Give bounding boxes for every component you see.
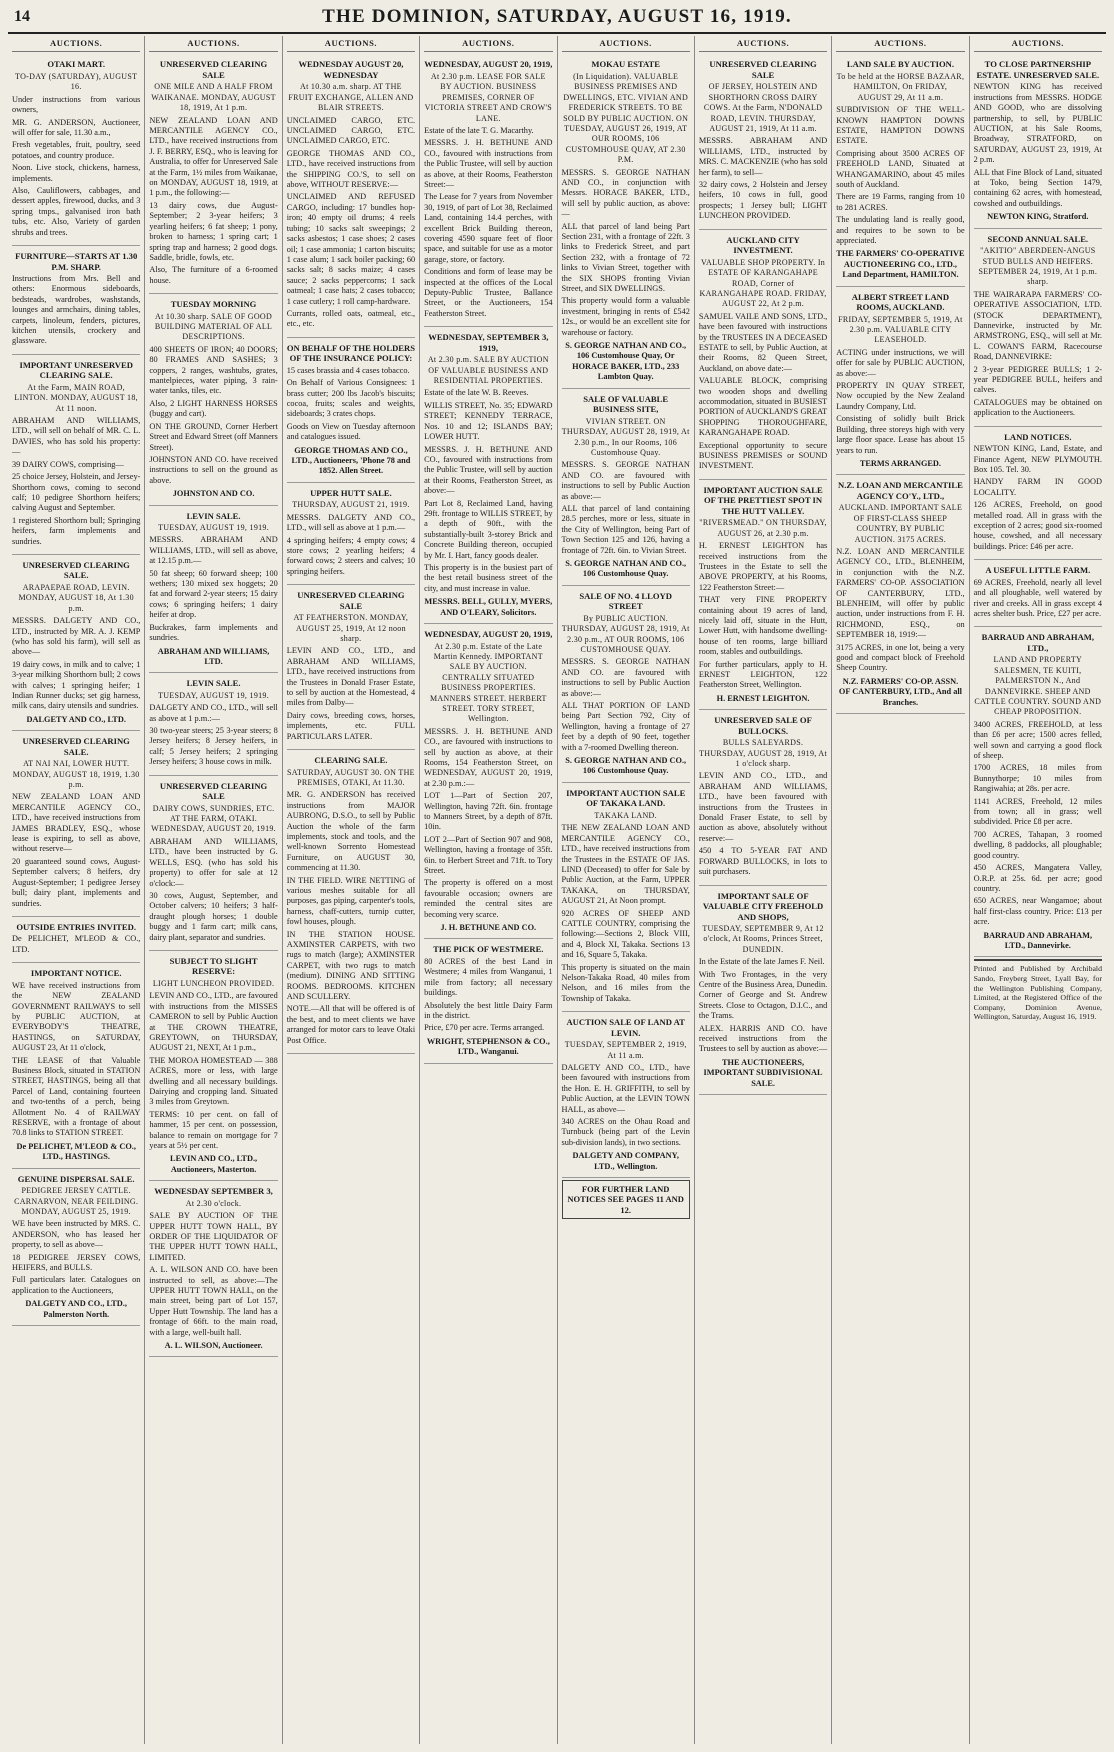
ad-paragraph: Price, £70 per acre. Terms arranged. (424, 1023, 545, 1033)
ad-paragraph: 4 springing heifers; 4 empty cows; 4 store cows; 2 yearling heifers; 4 forward cows; 2 steers and calves; 10 springing heifers. (286, 535, 416, 576)
ad-paragraph: 340 ACRES on the Ohau Road and Turnbuck (being part of the Levin sub-division lands), in two sections. (561, 1117, 690, 1147)
ad-paragraph: WE have been instructed by MRS. C. ANDERSON, who has leased her property, to sell as above— (12, 1219, 141, 1250)
ad-paragraph: For further particulars, apply to H. ERNEST LEIGHTON, 122 Featherston Street, Wellington. (698, 659, 828, 690)
ad-subtitle: At the Farm, MAIN ROAD, LINTON. MONDAY, AUGUST 18, At 11 noon. (14, 382, 138, 413)
ad-paragraph: 1141 ACRES, Freehold, 12 miles from town; all in grass; well subdivided. Price £8 per acre. (973, 796, 1102, 827)
ad-paragraph: Part Lot 8, Reclaimed Land, having 29ft. frontage to WILLIS STREET, by a depth of 90ft., with the substantially-built 3-storey Brick and Concrete Building thereon, occupied by Mr. I. Hart, fancy goods dealer. (424, 498, 553, 560)
ad-paragraph: THE NEW ZEALAND LOAN AND MERCANTILE AGENCY CO., LTD., have received instructions from the Trustees in the ESTATE OF JAS. LIND (Deceased) to offer for Sale by Public Auction, at the Farm, UPPER TAKAKA, on THURSDAY, AUGUST 21, At Noon prompt. (561, 823, 690, 906)
ad-subtitle: TUESDAY, AUGUST 19, 1919. (158, 523, 270, 533)
advertisement (287, 340, 415, 483)
ad-paragraph: The Lease for 7 years from November 30, 1919, of part of Lot 38, Reclaimed Land, containing 14.4 perches, with excellent Brick Building thereon, covering 4590 square feet of floor space, and suitable for use as a motor garage, store, or factory. (424, 192, 553, 264)
ad-subtitle: At 10.30 a.m. sharp. AT THE FRUIT EXCHANGE, ALLEN AND BLAIR STREETS. (288, 82, 414, 113)
advertisement (974, 629, 1102, 957)
column-1 (8, 36, 145, 1744)
ad-subtitle: At 2.30 p.m. LEASE FOR SALE BY AUCTION. BUSINESS PREMISES, CORNER OF VICTORIA STREET AND CROW'S LANE. (424, 71, 553, 123)
advertisement (699, 888, 827, 1096)
ad-subtitle: LIGHT LUNCHEON PROVIDED. (152, 978, 275, 988)
ad-auctioneer: MESSRS. BELL, GULLY, MYERS, AND O'LEARY, Solicitors. (424, 597, 553, 617)
ad-title: IMPORTANT UNRESERVED CLEARING SALE. (19, 359, 133, 381)
ad-paragraph: MESSRS. ABRAHAM AND WILLIAMS, LTD., instructed by MRS. C. MACKENZIE (who has sold her farm), to sell— (698, 136, 828, 177)
column-8 (970, 36, 1106, 1744)
advertisement (149, 778, 277, 951)
ad-paragraph: 13 dairy cows, due August-September; 2 3-year heifers; 3 yearling heifers; 6 fat sheep; 1 pony, broken to harness; 1 spring cart; 1 spring trap and harness; 2 good dogs. Saddle, bridle, fowls, etc. (149, 200, 278, 262)
ad-subtitle: At 2.30 p.m. SALE BY AUCTION OF VALUABLE BUSINESS AND RESIDENTIAL PROPERTIES. (427, 355, 549, 386)
ad-subtitle: At 2.30 o'clock. (185, 1198, 242, 1208)
ad-subtitle: THURSDAY, AUGUST 21, 1919. (292, 500, 410, 510)
footer-notice-box: FOR FURTHER LAND NOTICES SEE PAGES 11 AND 12. (562, 1180, 690, 1219)
advertisement (287, 587, 415, 750)
ad-subtitle: VALUABLE SHOP PROPERTY. In ESTATE OF KARANGAHAPE ROAD, Corner of KARANGAHAPE ROAD. FRIDAY, AUGUST 22, At 2 p.m. (699, 257, 827, 309)
ad-title: TUESDAY MORNING (170, 299, 257, 310)
ad-subtitle: (In Liquidation). VALUABLE BUSINESS PREMISES AND DWELLINGS, ETC. VIVIAN AND FREDERICK STREETS. TO BE SOLD BY PUBLIC AUCTION. ON TUESDAY, AUGUST 26, 1919, AT OUR ROOMS, 106 CUSTOMHOUSE QUAY, AT 2.30 P.M. (563, 71, 689, 165)
ad-subtitle: LAND AND PROPERTY SALESMEN, TE KUITI, PALMERSTON N., And DANNEVIRKE. SHEEP AND CATTLE COUNTRY. SOUND AND CHEAP PROPOSITION. (974, 655, 1102, 717)
ad-title: WEDNESDAY, SEPTEMBER 3, 1919, (428, 332, 549, 353)
ad-paragraph: 400 SHEETS OF IRON; 40 DOORS; 80 FRAMES AND SASHES; 3 coppers, 2 ranges, washtubs, grates, mantelpieces, water piping, 3 rain-water tanks, tiles, etc. (149, 344, 278, 396)
advertisement (287, 485, 415, 585)
advertisement (836, 56, 964, 286)
ad-title: LEVIN SALE. (186, 510, 241, 521)
column-6 (695, 36, 832, 1744)
ad-paragraph: LOT 1—Part of Section 207, Wellington, having 72ft. 6in. frontage to Manners Street, by a depth of 87ft. 10in. (424, 791, 553, 832)
ad-paragraph: The property is offered on a most favourable occasion; owners are reminded the central sites are becoming very scarce. (424, 878, 553, 919)
ad-paragraph: 80 ACRES of the best Land in Westmere; 4 miles from Wanganui, 1 mile from factory; all necessary buildings. (424, 956, 553, 998)
ad-paragraph: Conditions and form of lease may be inspected at the offices of the Local Deputy-Public Trustee, Ballance Street, or the Auctioneers, 154 Featherston Street. (424, 267, 553, 318)
ad-paragraph: In the Estate of the late James F. Neil. (698, 957, 825, 967)
ad-auctioneer: JOHNSTON AND CO. (172, 489, 255, 499)
ad-paragraph: DALGETY AND CO., LTD., have been favoured with instructions from the Hon. E. H. GRIFFITH, to sell by Public Auction, at the LEVIN TOWN HALL, as above— (561, 1063, 690, 1114)
ad-paragraph: Consisting of solidly built Brick Building, three storeys high with very large floor space. Lease has about 15 years to run. (836, 414, 965, 455)
ad-paragraph: MESSRS. J. H. BETHUNE AND CO., favoured with instructions from the Public Trustee, will sell by auction at their Rooms, Featherston Street, as above:— (424, 444, 553, 496)
ad-auctioneer: S. GEORGE NATHAN AND CO., 106 Customhouse Quay, Or HORACE BAKER, LTD., 233 Lambton Quay. (565, 341, 687, 382)
ad-subtitle: PEDIGREE JERSEY CATTLE. CARNARVON, NEAR FEILDING. MONDAY, AUGUST 25, 1919. (14, 1186, 139, 1216)
ad-title: UNRESERVED CLEARING SALE (709, 59, 817, 80)
ad-paragraph: MR. G. ANDERSON has received instructions from MAJOR AUBRONG, D.S.O., to sell by Public Auction the whole of the farm implements, stock and tools, and the well-known Sorrento Homestead Furniture, on AUGUST 30, commencing at 11.30. (286, 790, 416, 873)
column-heading: AUCTIONS. (12, 36, 140, 52)
ad-paragraph: 1700 ACRES, 18 miles from Bunnythorpe; 10 miles from Rangiwahia; at 28s. per acre. (973, 763, 1102, 794)
ad-paragraph: Absolutely the best little Dairy Farm in the district. (424, 1000, 553, 1020)
ad-title: OTAKI MART. (47, 59, 105, 70)
ad-paragraph: NEW ZEALAND LOAN AND MERCANTILE AGENCY CO., LTD., have received instructions from JAMES BRADLEY, ESQ., whose lease is expiring, to sell as above, without reserve— (12, 792, 141, 854)
column-7 (832, 36, 969, 1744)
ad-title: IMPORTANT NOTICE. (30, 968, 122, 979)
ad-subtitle: To be held at the HORSE BAZAAR, HAMILTON, On FRIDAY, AUGUST 29, At 11 a.m. (836, 71, 965, 102)
ad-title: TO CLOSE PARTNERSHIP ESTATE. UNRESERVED SALE. (976, 59, 1100, 80)
ad-subtitle: AT FEATHERSTON. MONDAY, AUGUST 25, 1919, At 12 noon sharp. (293, 613, 409, 643)
ad-title: A USEFUL LITTLE FARM. (985, 565, 1091, 576)
ad-paragraph: LEVIN AND CO., LTD., and ABRAHAM AND WILLIAMS, LTD., have received instructions from the Trustees in Donald Fraser Estate, to sell by auction at the Homestead, 4 miles from Dalby— (286, 646, 416, 708)
ad-subtitle: TUESDAY, SEPTEMBER 2, 1919, At 11 a.m. (564, 1040, 687, 1060)
advertisement (974, 56, 1102, 228)
ad-paragraph: Under instructions from various owners, (12, 94, 141, 115)
column-heading: AUCTIONS. (287, 36, 415, 52)
column-heading: AUCTIONS. (562, 36, 690, 52)
ad-paragraph: LEVIN AND CO., LTD., and ABRAHAM AND WILLIAMS, LTD., have been favoured with instructions from the Trustees in Donald Fraser Estate, to sell by auction as above, absolutely without reserve:— (698, 771, 828, 843)
ad-paragraph: UNCLAIMED AND REFUSED CARGO, including: 17 bundles hop-iron; 40 empty oil drums; 4 reels tubing; 10 sacks salt sweepings; 2 sacks asbestos; 1 case shoes; 2 cases oil; 1 case ammonia; 1 carton biscuits; 1 case alum; 1 sack boiler packing; 60 sacks salt; 8 sacks maize; 4 cases sauce; 2 sacks peppercorns; 1 sack oatmeal; 1 case hats; 2 cases tobacco; 1 case cutlery; 1 roll camp-hardware. (286, 192, 416, 306)
ad-paragraph: With Two Frontages, in the very Centre of the Business Area, Dunedin. Corner of George and St. Andrew Streets. Close to Octagon, D.I.C., and the Trams. (698, 969, 828, 1021)
column-heading: AUCTIONS. (974, 36, 1102, 52)
ad-title: LAND NOTICES. (1004, 431, 1072, 442)
ad-title: AUCTION SALE OF LAND AT LEVIN. (566, 1017, 685, 1038)
ad-subtitle: TUESDAY, SEPTEMBER 9, At 12 o'clock, At Rooms, Princes Street, DUNEDIN. (702, 924, 824, 954)
ad-paragraph: 19 dairy cows, in milk and to calve; 1 3-year milking Shorthorn bull; 2 cows with calves; 1 springing heifer; 1 Indian Runner ducks; set gig harness, milk cans, dairy utensils and sundries. (12, 659, 141, 711)
ad-title: WEDNESDAY, AUGUST 20, 1919, (424, 629, 553, 639)
advertisement (424, 329, 552, 624)
ad-paragraph: VALUABLE BLOCK, comprising two wooden shops and dwelling accommodation, situated in BUSIEST PORTION of AUCKLAND'S GREAT SHOPPING THOROUGHFARE, KARANGAHAPE ROAD. (698, 376, 828, 438)
advertisement (12, 557, 140, 731)
ad-auctioneer: THE AUCTIONEERS, IMPORTANT SUBDIVISIONAL SALE. (703, 1057, 823, 1088)
ad-paragraph: ALL THAT PORTION OF LAND being Part Section 792, City of Wellington, having a frontage of 27 feet by a depth of 90 feet, together with a 7-roomed Dwelling thereon. (561, 701, 690, 752)
advertisement (12, 357, 140, 555)
ad-paragraph: MESSRS. ABRAHAM AND WILLIAMS, LTD., will sell as above, at 12.15 p.m.— (149, 535, 278, 566)
ad-auctioneer: GEORGE THOMAS AND CO., LTD., Auctioneers, 'Phone 78 and 1852. Allen Street. (291, 445, 411, 476)
ad-auctioneer: TERMS ARRANGED. (859, 458, 941, 468)
advertisement (12, 248, 140, 355)
ad-auctioneer: S. GEORGE NATHAN AND CO., 106 Customhouse Quay. (565, 756, 687, 776)
ad-title: SALE OF VALUABLE BUSINESS SITE, (583, 393, 669, 415)
column-5 (558, 36, 695, 1744)
advertisement (699, 712, 827, 885)
ad-paragraph: MESSRS. J. H. BETHUNE AND CO., are favoured with instructions to sell by auction as above, at their Rooms, 154 Featherston Street, on WEDNESDAY, AUGUST 20, 1919, at 2.30 p.m.:— (424, 726, 553, 788)
ad-subtitle: ARAPAEPAE ROAD, LEVIN. MONDAY, AUGUST 18, At 1.30 p.m. (18, 582, 134, 613)
ad-paragraph: JOHNSTON AND CO. have received instructions to sell on the ground as above. (149, 454, 278, 485)
ad-paragraph: 30 two-year steers; 25 3-year steers; 8 Jersey heifers; 8 Jersey heifers, in calf; 5 Jersey heifers; 2 springing Jersey heifers; 3 house cows in milk. (149, 726, 278, 767)
ad-paragraph: 126 ACRES, Freehold, on good metalled road. All in grass with the exception of 2 acres; good six-roomed house, cowshed, and all necessary buildings. Price: £46 per acre. (973, 500, 1102, 551)
ad-paragraph: This property is in the busiest part of the best retail business street of the city, and must increase in value. (424, 562, 553, 593)
ad-paragraph: LEVIN AND CO., LTD., are favoured with instructions from the MISSES CAMERON to sell by Public Auction at THE CROWN THEATRE, GREYTOWN, on THURSDAY, AUGUST 21, NEXT, At 1 p.m., (149, 991, 278, 1053)
ad-title: OUTSIDE ENTRIES INVITED. (16, 921, 136, 932)
ad-paragraph: H. ERNEST LEIGHTON has received instructions from the Trustees in the Estate to sell the ABOVE PROPERTY, at his Rooms, 122 Featherston Street:— (698, 541, 828, 592)
advertisement (149, 675, 277, 775)
ad-paragraph: ON THE GROUND, Corner Herbert Street and Edward Street (off Manners Street). (149, 421, 278, 452)
ad-paragraph: A. L. WILSON AND CO. have been instructed to sell, as above:—The UPPER HUTT TOWN HALL, on the main street, being part of Lot 157, Upper Hutt Township. The land has a frontage of 66ft. to the main road, with a large, well-built hall. (149, 1265, 278, 1337)
ad-auctioneer: THE FARMERS' CO-OPERATIVE AUCTIONEERING CO., LTD., Land Department, HAMILTON. (836, 249, 965, 280)
ad-title: LEVIN SALE. (186, 678, 241, 689)
ad-paragraph: Also, Cauliflowers, cabbages, and dessert apples, firewood, ducks, and 3 spring tmps., galvanised iron bath tubs, etc. Also, Variety of garden shrubs and trees. (12, 185, 141, 237)
ad-paragraph: Noon. Live stock, chickens, harness, implements. (12, 163, 141, 183)
advertisement (424, 56, 552, 327)
advertisement (562, 588, 690, 783)
ad-paragraph: 700 ACRES, Tahapan, 3 roomed dwelling, 8 paddocks, all ploughable; good country. (973, 829, 1102, 860)
ad-title: MOKAU ESTATE (591, 59, 661, 70)
ad-subtitle: DAIRY COWS, SUNDRIES, ETC. AT THE FARM, OTAKI. WEDNESDAY, AUGUST 20, 1919. (151, 803, 276, 834)
ad-title: CLEARING SALE. (314, 755, 388, 766)
column-2 (145, 36, 282, 1744)
ad-paragraph: THAT very FINE PROPERTY containing about 19 acres of land, nicely laid off, situate in the Hutt, Lower Hutt, with handsome dwelling-house of ten rooms, large billiard room, stables and outbuildings. (698, 595, 828, 657)
page-number: 14 (14, 8, 30, 25)
advertisement (974, 231, 1102, 427)
ad-subtitle: By PUBLIC AUCTION. THURSDAY, AUGUST 28, 1919, At 2.30 p.m., AT OUR ROOMS, 106 CUSTOMHOUSE QUAY. (561, 613, 690, 654)
ad-paragraph: ALEX. HARRIS AND CO. have received instructions from the Trustees to sell by auction as above:— (698, 1023, 828, 1054)
advertisement (974, 562, 1102, 627)
advertisement (12, 733, 140, 917)
ad-paragraph: NEW ZEALAND LOAN AND MERCANTILE AGENCY CO., LTD., have received instructions from J. F. BERRY, ESQ., who is leaving for Australia, to offer for Unreserved Sale at the Farm, 1½ miles from Waikanae, on MONDAY, AUGUST 18, 1919, at 1 p.m., the following:— (149, 115, 278, 198)
ad-paragraph: 2 3-year PEDIGREE BULLS; 1 2-year PEDIGREE BULL, heifers and calves. (973, 364, 1102, 395)
advertisement (149, 56, 277, 294)
ad-paragraph: HANDY FARM IN GOOD LOCALITY. (973, 477, 1102, 497)
ad-paragraph: Also, 2 LIGHT HARNESS HORSES (buggy and cart). (149, 398, 278, 419)
printer-imprint: Printed and Published by Archibald Sando, Freyberg Street, Lyall Bay, for the Wellington Publishing Company, Limited, at the Registered Office of the Company, Dominion Avenue, Wellington, Saturday, August 16, 1919. (974, 959, 1102, 1022)
ad-auctioneer: WRIGHT, STEPHENSON & CO., LTD., Wanganui. (426, 1036, 550, 1057)
ad-auctioneer: S. GEORGE NATHAN AND CO., 106 Customhouse Quay. (565, 558, 687, 579)
ad-title: LAND SALE BY AUCTION. (846, 59, 954, 70)
advertisement (424, 626, 552, 939)
ad-paragraph: MR. G. ANDERSON, Auctioneer, will offer for sale, 11.30 a.m., (12, 117, 141, 137)
ad-paragraph: ALL that Fine Block of Land, situated at Toko, being Section 1479, containing 62 acres, with homestead, cowshed and outbuildings. (973, 167, 1102, 208)
ad-paragraph: Fresh vegetables, fruit, poultry, seed potatoes, and country produce. (12, 140, 141, 160)
ad-auctioneer: NEWTON KING, Stratford. (987, 212, 1089, 222)
column-4 (420, 36, 557, 1744)
ad-paragraph: 3400 ACRES, FREEHOLD, at less than £6 per acre; 1500 acres felled, well sown and carrying a good flock of sheep. (973, 719, 1102, 761)
ad-auctioneer: BARRAUD AND ABRAHAM, LTD., Dannevirke. (983, 930, 1093, 950)
ad-paragraph: IN THE STATION HOUSE. AXMINSTER CARPETS, with two rugs to match (large); AXMINSTER CARPET, with two rugs to match (medium). DINING AND SITTING ROOMS. BEDROOMS. KITCHEN AND SCULLERY. (286, 929, 416, 1002)
ad-paragraph: THE MOROA HOMESTEAD — 388 ACRES, more or less, with large dwelling and all necessary buildings. Dairying and cropping land. Situated 3 miles from Greytown. (149, 1055, 278, 1107)
ad-title: AUCKLAND CITY INVESTMENT. (726, 234, 800, 256)
ad-paragraph: The undulating land is really good, and requires to be sown to be appreciated. (836, 215, 965, 245)
ad-title: SUBJECT TO SLIGHT RESERVE: (169, 955, 258, 977)
advertisement (12, 965, 140, 1168)
advertisement (562, 1014, 690, 1178)
ad-paragraph: MESSRS. S. GEORGE NATHAN AND CO. are favoured with instructions to sell by Public Auction as above:— (561, 460, 690, 501)
ad-paragraph: IN THE FIELD. WIRE NETTING of various meshes suitable for all purposes, gas piping, carpenter's tools, harness, chaff-cutters, turnip cutter, fowl houses, plough. (286, 875, 416, 927)
ad-paragraph: 25 choice Jersey, Holstein, and Jersey-Shorthorn cows, coming to second calf; 10 pedigree Shorthorn heifers; calving August and September. (12, 472, 141, 513)
ad-paragraph: CATALOGUES may be obtained on application to the Auctioneers. (973, 397, 1102, 418)
ad-title: UNRESERVED CLEARING SALE (159, 780, 268, 802)
ad-paragraph: MESSRS. S. GEORGE NATHAN AND CO., in conjunction with Messrs. HORACE BAKER, LTD., will sell by public auction, as above:— (561, 167, 690, 219)
ad-paragraph: Full particulars later. Catalogues on application to the Auctioneers, (12, 1275, 141, 1295)
columns-container (8, 36, 1106, 1744)
ad-paragraph: ACTING under instructions, we will offer for sale by PUBLIC AUCTION, as above:— (836, 347, 965, 378)
ad-title: N.Z. LOAN AND MERCANTILE AGENCY CO'Y., LTD., (838, 480, 963, 501)
ad-paragraph: PROPERTY IN QUAY STREET, Now occupied by the New Zealand Laundry Company, Ltd. (836, 381, 965, 411)
ad-title: WEDNESDAY SEPTEMBER 3, (154, 1186, 273, 1197)
ad-paragraph: Estate of the late W. B. Reeves. (424, 388, 529, 398)
masthead (8, 6, 1106, 34)
ad-subtitle: TAKAKA LAND. (594, 810, 657, 820)
column-heading: AUCTIONS. (424, 36, 552, 52)
ad-title: UNRESERVED CLEARING SALE. (22, 559, 130, 581)
ad-paragraph: On Behalf of Various Consignees: 1 brass cutter; 200 lbs Jacob's biscuits; cocoa, fruits; scales and weights, sideboards; 3 crates chops. (286, 378, 416, 419)
advertisement (12, 919, 140, 963)
ad-paragraph: MESSRS. DALGETY AND CO., LTD., will sell as above at 1 p.m.— (286, 512, 416, 533)
ad-title: WEDNESDAY AUGUST 20, WEDNESDAY (298, 59, 404, 80)
ad-subtitle: FRIDAY, SEPTEMBER 5, 1919, At 2.30 p.m. VALUABLE CITY LEASEHOLD. (838, 314, 963, 345)
advertisement (12, 1171, 140, 1326)
newspaper-title: THE DOMINION, SATURDAY, AUGUST 16, 1919. (322, 6, 792, 27)
advertisement (974, 429, 1102, 561)
ad-subtitle: VIVIAN STREET. ON THURSDAY, AUGUST 28, 1919, At 2.30 p.m., In our Rooms, 106 Customhouse Quay. (561, 416, 690, 457)
ad-paragraph: 32 dairy cows, 2 Holstein and Jersey heifers, 10 cows in full, good prospects; 1 Jersey bull; LIGHT LUNCHEON PROVIDED. (698, 180, 828, 221)
ad-auctioneer: DALGETY AND CO., LTD., Palmerston North. (25, 1299, 127, 1319)
ad-subtitle: TO-DAY (SATURDAY), AUGUST 16. (15, 71, 138, 92)
ad-paragraph: UNCLAIMED CARGO, ETC. UNCLAIMED CARGO, ETC. UNCLAIMED CARGO, ETC. (286, 115, 416, 146)
ad-subtitle: AUCKLAND. IMPORTANT SALE OF FIRST-CLASS SHEEP COUNTRY, BY PUBLIC AUCTION. 3175 ACRES. (838, 503, 963, 544)
ad-paragraph: Also, The furniture of a 6-roomed house. (149, 265, 278, 285)
advertisement (836, 289, 964, 476)
ad-auctioneer: ABRAHAM AND WILLIAMS, LTD. (157, 646, 270, 666)
ad-paragraph: There are 19 Farms, ranging from 10 to 281 ACRES. (836, 192, 965, 212)
ad-paragraph: NEWTON KING, Land, Estate, and Finance Agent, NEW PLYMOUTH. Box 105. Tel. 30. (973, 444, 1102, 474)
ad-paragraph: 50 fat sheep; 60 forward sheep; 100 wethers; 130 mixed sex hoggets; 20 fat and forward 2-year steers; 15 dairy cows; 6 springing heifers; 1 dairy heifer at drop. (149, 568, 278, 620)
advertisement (836, 477, 964, 714)
ad-paragraph: NEWTON KING has received instructions from MESSRS. HODGE AND GOOD, who are dissolving partnership, to sell, by PUBLIC AUCTION, at his Sale Rooms, Broadway, STRATFORD, on SATURDAY, AUGUST 23, 1919, At 2 p.m. (973, 82, 1102, 165)
ad-title: ALBERT STREET LAND ROOMS, AUCKLAND. (851, 291, 950, 313)
ad-paragraph: 20 guaranteed sound cows, August-September calvers; 8 heifers, dry August-September; 1 pedigree Jersey bull; dairy plant, implements and sundries. (12, 856, 141, 908)
advertisement (149, 953, 277, 1181)
ad-paragraph: 1 registered Shorthorn bull; Springing heifers, farm implements and sundries. (12, 515, 141, 546)
ad-paragraph: De PELICHET, M'LEOD & CO., LTD. (12, 934, 141, 954)
ad-paragraph: 18 PEDIGREE JERSEY COWS, HEIFERS, and BULLS. (12, 1252, 141, 1272)
advertisement (699, 482, 827, 710)
ad-paragraph: SAMUEL VAILE AND SONS, LTD., have been favoured with instructions by the TRUSTEES IN A DECEASED ESTATE to sell, by Public Auction, at their Rooms, 82 Queen Street, Auckland, on above date:— (698, 311, 828, 373)
column-heading: AUCTIONS. (149, 36, 277, 52)
ad-paragraph: 920 ACRES OF SHEEP AND CATTLE COUNTRY, comprising the following:—Sections 2, Block VIII, and 4, Block XI, Takaka. Sections 13 and 16, Square 5, Takaka. (561, 908, 690, 960)
ad-paragraph: This property is situated on the main Nelson-Takaka Road, 40 miles from Nelson, and 16 miles from the Township of Takaka. (561, 962, 690, 1003)
ad-paragraph: 450 4 TO 5-YEAR FAT AND FORWARD BULLOCKS, in lots to suit purchasers. (698, 846, 828, 877)
ad-paragraph: 39 DAIRY COWS, comprising— (12, 459, 124, 469)
ad-paragraph: N.Z. LOAN AND MERCANTILE AGENCY CO., LTD., BLENHEIM, in conjunction with the N.Z. FARMERS' CO-OP. ASSOCIATION OF CANTERBURY, LTD., BLENHEIM, will offer by public auction, under instructions from F. H. RICHMOND, ESQ., on SEPTEMBER 18, 1919:— (836, 546, 965, 640)
ad-subtitle: BULLS SALEYARDS. THURSDAY, AUGUST 28, 1919, At 1 o'clock sharp. (699, 738, 828, 769)
ad-paragraph: Dairy cows, breeding cows, horses, implements, etc. FULL PARTICULARS LATER. (286, 710, 416, 741)
ad-paragraph: SALE BY AUCTION OF THE UPPER HUTT TOWN HALL, BY ORDER OF THE LIQUIDATOR OF THE UPPER HUTT TOWN HALL, LIMITED. (149, 1211, 278, 1262)
ad-subtitle: SATURDAY, AUGUST 30. ON THE PREMISES, OTAKI, At 11.30. (287, 767, 415, 787)
column-heading: AUCTIONS. (836, 36, 964, 52)
ad-paragraph: ABRAHAM AND WILLIAMS, LTD., will sell on behalf of MR. C. L. DAVIES, who has sold his property:— (12, 416, 141, 457)
ad-paragraph: Exceptional opportunity to secure BUSINESS PREMISES or SOUND INVESTMENT. (698, 440, 828, 471)
ad-paragraph: This property would form a valuable investment, bringing in rents of £542 12s., or would be an excellent site for warehouse or factory. (561, 296, 690, 337)
ad-paragraph: DALGETY AND CO., LTD., will sell as above at 1 p.m.:— (149, 703, 278, 723)
advertisement (562, 391, 690, 586)
ad-paragraph: WE have received instructions from the NEW ZEALAND GOVERNMENT RAILWAYS to sell by PUBLIC AUCTION, at EVERYBODY'S THEATRE, HASTINGS, on SATURDAY, AUGUST 23, At 11 o'clock, (12, 980, 141, 1053)
ad-subtitle: At 10.30 sharp. SALE OF GOOD BUILDING MATERIAL OF ALL DESCRIPTIONS. (154, 311, 273, 342)
ad-paragraph: MESSRS. S. GEORGE NATHAN AND CO. are favoured with instructions to sell by Public Auction as above:— (561, 657, 690, 698)
ad-subtitle: "RIVERSMEAD." ON THURSDAY, AUGUST 26, at 2.30 p.m. (699, 518, 827, 538)
advertisement (562, 56, 690, 388)
ad-paragraph: Estate of the late T. G. Macarthy. (424, 125, 534, 135)
ad-subtitle: ONE MILE AND A HALF FROM WAIKANAE. MONDAY, AUGUST 18, 1919, At 1 p.m. (151, 82, 276, 113)
ad-paragraph: NOTE.—All that will be offered is of the best, and to meet clients we have arranged for motor cars to leave Otaki Post Office. (286, 1004, 416, 1045)
ad-auctioneer: DALGETY AND COMPANY, LTD., Wellington. (572, 1151, 679, 1171)
ad-title: GENUINE DISPERSAL SALE. (17, 1173, 135, 1184)
ad-auctioneer: LEVIN AND CO., LTD., Auctioneers, Masterton. (170, 1154, 258, 1174)
ad-paragraph: 30 cows, August, September, and October calvers; 10 heifers; 3 half-draught plough horses; 1 double buggy and 1 farm cart; milk cans, dairy plant, separator and sundries. (149, 890, 278, 942)
ad-title: SECOND ANNUAL SALE. (987, 233, 1089, 244)
column-heading: AUCTIONS. (699, 36, 827, 52)
ad-title: IMPORTANT AUCTION SALE OF THE PRETTIEST SPOT IN THE HUTT VALLEY. (703, 484, 823, 516)
ad-subtitle: OF JERSEY, HOLSTEIN AND SHORTHORN CROSS DAIRY COWS. At the Farm, N'DONALD ROAD, LEVIN. THURSDAY, AUGUST 21, 1919, At 11 a.m. (703, 82, 823, 134)
ad-paragraph: MESSRS. DALGETY AND CO., LTD., instructed by MR. A. J. KEMP (who has sold his farm), will sell as above— (12, 616, 141, 657)
ad-subtitle: At 2.30 p.m. Estate of the Late Martin Kennedy. IMPORTANT SALE BY AUCTION. CENTRALLY SITUATED BUSINESS PROPERTIES. MANNERS STREET. HERBERT STREET. TORY STREET, Wellington. (429, 641, 547, 724)
ad-paragraph: 650 ACRES, near Wangamoe; about half first-class country. Price: £13 per acre. (973, 896, 1102, 927)
ad-paragraph: ALL that parcel of land containing 28.5 perches, more or less, situate in the City of Wellington, being Part of Town Section 125 and 126, having a frontage of 72ft. 6in. to Vivian Street. (561, 503, 690, 555)
advertisement (12, 56, 140, 246)
ad-title: ON BEHALF OF THE HOLDERS OF THE INSURANCE POLICY: (286, 342, 415, 364)
ad-paragraph: ALL that parcel of land being Part Section 231, with a frontage of 22ft. 3 links to Frederick Street, and part Section 232, with a frontage of 72 links to Vivian Street, together with the SIX SHOPS fronting Vivian Street, and SIX DWELLINGS. (561, 221, 690, 294)
ad-title: UNRESERVED SALE OF BULLOCKS. (714, 715, 812, 736)
advertisement (287, 752, 415, 1054)
ad-paragraph: MESSRS. J. H. BETHUNE AND CO., favoured with instructions from the Public Trustee, will sell by auction as above, at their Rooms, Featherston Street:— (424, 138, 553, 189)
column-3 (283, 36, 420, 1744)
ad-auctioneer: A. L. WILSON, Auctioneer. (164, 1341, 263, 1351)
advertisement (424, 941, 552, 1063)
advertisement (149, 1183, 277, 1357)
ad-paragraph: THE WAIRARAPA FARMERS' CO-OPERATIVE ASSOCIATION, LTD. (STOCK DEPARTMENT), Dannevirke, instructed by Mr. ARMSTRONG, ESQ., will sell at Mr. L. COWAN'S FARM, Racecourse Road, DANNEVIRKE: (973, 289, 1102, 362)
ad-paragraph: TERMS: 10 per cent. on fall of hammer, 15 per cent. on possession, balance to remain on mortgage for 7 years at 5½ per cent. (149, 1109, 278, 1151)
ad-paragraph: Buckrakes, farm implements and sundries. (149, 622, 278, 643)
ad-paragraph: Currants, rolled oats, oatmeal, etc., etc., etc. (286, 308, 416, 329)
ad-title: WEDNESDAY, AUGUST 20, 1919, (424, 59, 553, 70)
ad-paragraph: 450 ACRES, Mangatera Valley, O.R.P. at 25s. 6d. per acre; good country. (973, 863, 1102, 893)
ad-auctioneer: J. H. BETHUNE AND CO. (440, 923, 537, 933)
ad-subtitle: TUESDAY, AUGUST 19, 1919. (158, 690, 270, 700)
ad-paragraph: SUBDIVISION OF THE WELL-KNOWN HAMPTON DOWNS ESTATE, HAMPTON DOWNS ESTATE. (836, 105, 965, 146)
advertisement (149, 296, 277, 505)
ad-paragraph: THE LEASE of that Valuable Business Block, situated in STATION STREET, HASTINGS, being all that Parcel of Land, containing fourteen and two-tenths of a perch, being Allotment No. 4 of RAILWAY RESERVE, with a frontage of about 70.8 links to STATION STREET. (12, 1055, 141, 1138)
advertisement (699, 56, 827, 229)
ad-auctioneer: DALGETY AND CO., LTD. (26, 714, 126, 724)
ad-paragraph: LOT 2—Part of Section 907 and 908, Wellington, having a frontage of 35ft. 6in. to Herbert Street and 71ft. to Tory Street. (424, 834, 553, 876)
ad-paragraph: Comprising about 3500 ACRES OF FREEHOLD LAND, Situated at WHANGAMARINO, about 45 miles south of Auckland. (836, 148, 965, 189)
advertisement (149, 508, 277, 674)
advertisement (562, 785, 690, 1012)
ad-paragraph: Instructions from Mrs. Bell and others: Enormous sideboards, bedsteads, wardrobes, washstands, lounges and armchairs, dining tables, carpets, linoleum, fenders, pictures, kitchen utensils, crockery and glassware. (12, 274, 141, 346)
ad-title: UNRESERVED CLEARING SALE (159, 59, 268, 80)
ad-title: SALE OF NO. 4 LLOYD STREET (579, 590, 672, 612)
ad-paragraph: 69 ACRES, Freehold, nearly all level and all ploughable, well watered by river and creeks. All in grass except 4 acres shelter bush. Price, £27 per acre. (973, 577, 1102, 618)
ad-title: THE PICK OF WESTMERE. (433, 944, 544, 955)
ad-subtitle: AT NAI NAI, LOWER HUTT. MONDAY, AUGUST 18, 1919, 1.30 p.m. (12, 759, 140, 790)
ad-title: UNRESERVED CLEARING SALE. (22, 736, 130, 757)
ad-title: IMPORTANT SALE OF VALUABLE CITY FREEHOLD AND SHOPS, (702, 890, 824, 922)
ad-auctioneer: H. ERNEST LEIGHTON. (716, 693, 810, 703)
ad-paragraph: WILLIS STREET, No. 35; EDWARD STREET; KENNEDY TERRACE, Nos. 10 and 12; ISLANDS BAY; LOWER HUTT. (424, 400, 553, 442)
ad-paragraph: ABRAHAM AND WILLIAMS, LTD., have been instructed by G. WELLS, ESQ. (who has sold his property) to offer for sale at 12 o'clock:— (149, 836, 278, 888)
ad-auctioneer: N.Z. FARMERS' CO-OP. ASSN. OF CANTERBURY, LTD., And all Branches. (838, 676, 962, 707)
ad-paragraph: GEORGE THOMAS AND CO., LTD., have received instructions from the SHIPPING CO.'S, to sell on above, WITHOUT RESERVE:— (286, 148, 416, 190)
ad-title: FURNITURE—STARTS AT 1.30 P.M. SHARP. (15, 251, 138, 272)
ad-subtitle: "AKITIO" ABERDEEN-ANGUS STUD BULLS AND HEIFERS. SEPTEMBER 24, 1919, At 1 p.m. sharp. (978, 246, 1098, 287)
advertisement (287, 56, 415, 337)
ad-auctioneer: De PELICHET, M'LEOD & CO., LTD., HASTINGS. (16, 1141, 136, 1162)
ad-title: UPPER HUTT SALE. (310, 487, 392, 498)
ad-title: UNRESERVED CLEARING SALE (297, 590, 405, 611)
ad-paragraph: Goods on View on Tuesday afternoon and catalogues issued. (286, 421, 416, 442)
ad-paragraph: 3175 ACRES, in one lot, being a very good and compact block of Freehold Sheep Country. (836, 642, 965, 673)
advertisement (699, 232, 827, 480)
ad-title: BARRAUD AND ABRAHAM, LTD., (981, 632, 1095, 653)
ad-title: IMPORTANT AUCTION SALE OF TAKAKA LAND. (566, 787, 686, 809)
ad-paragraph: 15 cases brassia and 4 cases tobacco. (286, 365, 410, 375)
